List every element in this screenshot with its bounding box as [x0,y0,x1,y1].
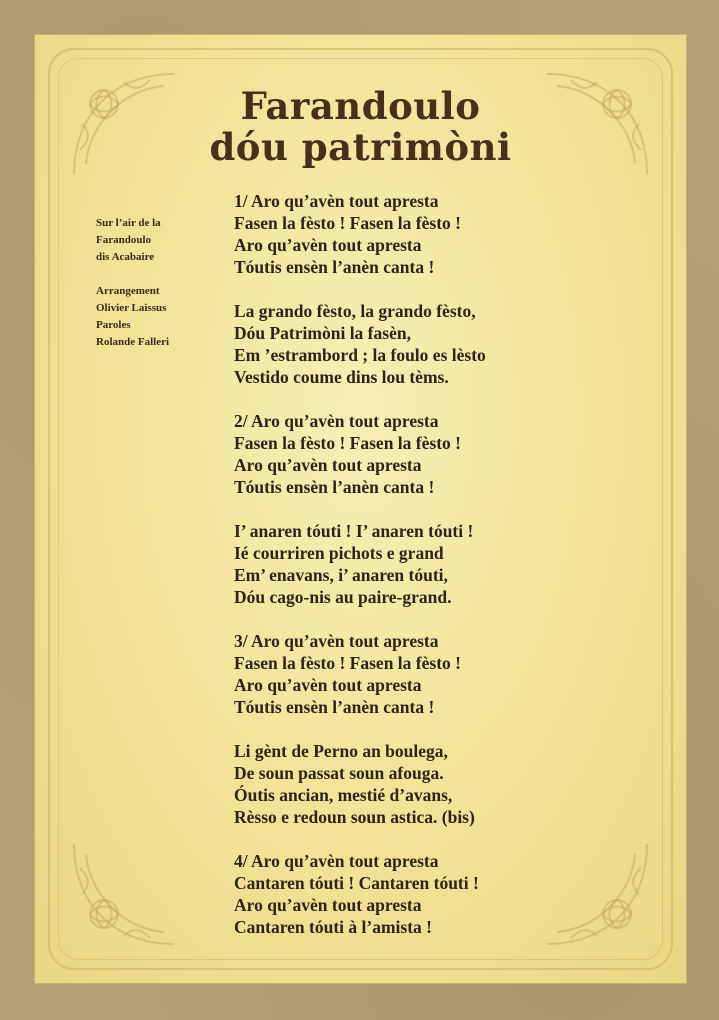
lyric-line: Aro qu’avèn tout apresta [234,455,422,475]
lyric-line: Em’ enavans, i’ anaren tóuti, [234,565,448,585]
lyric-line: 2/ Aro qu’avèn tout apresta [234,411,439,431]
stanza-2 [234,300,654,388]
lyric-line: Fasen la fèsto ! Fasen la fèsto ! [234,653,461,673]
lyric-line: Cantaren tóuti ! Cantaren tóuti ! [234,873,479,893]
stanza-6 [234,740,654,828]
title-line-2: dóu patrimòni [209,125,512,169]
lyric-line: Fasen la fèsto ! Fasen la fèsto ! [234,213,461,233]
lyric-line: 3/ Aro qu’avèn tout apresta [234,631,439,651]
lyric-line: Dóu Patrimòni la fasèn, [234,323,411,343]
lyric-line: De soun passat soun afouga. [234,763,444,783]
lyrics [234,190,654,938]
air-line-1: Sur l’air de la [96,217,161,229]
credits-block [96,215,206,351]
song-title [34,86,687,168]
lyric-line: Rèsso e redoun soun astica. (bis) [234,807,475,827]
stanza-1 [234,190,654,278]
lyric-line: 1/ Aro qu’avèn tout apresta [234,191,439,211]
arrangement-name: Olivier Laissus [96,302,167,314]
lyric-line: Óutis ancian, mestié d’avans, [234,785,453,805]
stanza-5 [234,630,654,718]
lyric-line: Cantaren tóuti à l’amista ! [234,917,432,937]
title-line-1: Farandoulo [240,84,481,128]
arrangement-label: Arrangement [96,285,160,297]
lyric-line: Fasen la fèsto ! Fasen la fèsto ! [234,433,461,453]
lyric-line: Vestido coume dins lou tèms. [234,367,449,387]
lyric-line: Aro qu’avèn tout apresta [234,675,422,695]
lyric-line: Em ’estrambord ; la foulo es lèsto [234,345,486,365]
lyric-line: Tóutis ensèn l’anèn canta ! [234,697,435,717]
lyrics-label: Paroles [96,319,131,331]
stanza-7 [234,850,654,938]
lyric-line: Tóutis ensèn l’anèn canta ! [234,477,435,497]
lyric-line: Li gènt de Perno an boulega, [234,741,448,761]
lyric-line: Tóutis ensèn l’anèn canta ! [234,257,435,277]
lyric-line: I’ anaren tóuti ! I’ anaren tóuti ! [234,521,474,541]
air-line-2: Farandoulo [96,234,152,246]
air-line-3: dis Acabaire [96,251,155,263]
lyric-line: Aro qu’avèn tout apresta [234,235,422,255]
lyrics-name: Rolande Falleri [96,336,170,348]
stanza-4 [234,520,654,608]
lyric-line: 4/ Aro qu’avèn tout apresta [234,851,439,871]
lyric-line: La grando fèsto, la grando fèsto, [234,301,476,321]
lyric-line: Dóu cago-nis au paire-grand. [234,587,452,607]
lyric-line: Aro qu’avèn tout apresta [234,895,422,915]
stanza-3 [234,410,654,498]
lyric-line: Ié courriren pichots e grand [234,543,444,563]
corner-ornament-icon [64,834,184,954]
